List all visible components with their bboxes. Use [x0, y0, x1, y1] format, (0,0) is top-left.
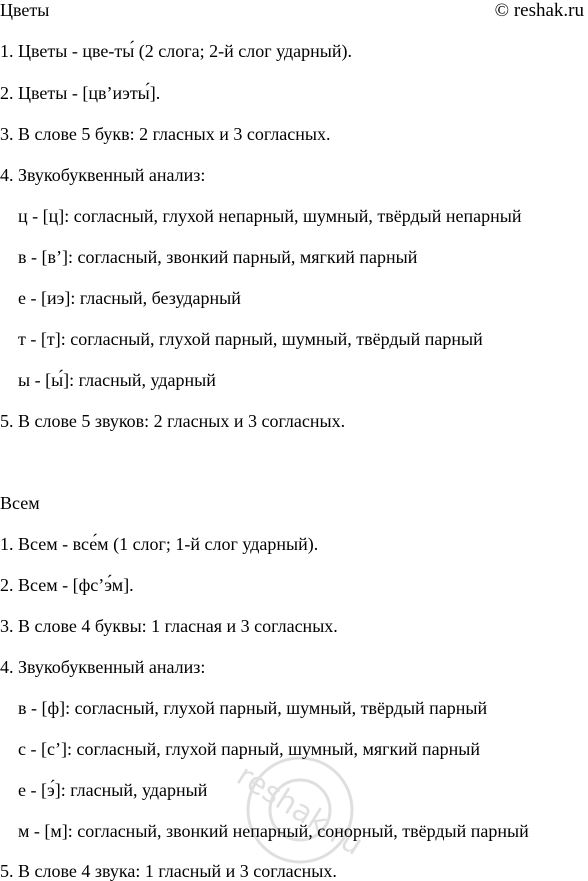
- section-title-tsvety: Цветы: [0, 0, 50, 20]
- s1-analysis-v: в - [в’]: согласный, звонкий парный, мягкий парный: [18, 247, 418, 267]
- s2-line-1: 1. Всем - все́м (1 слог; 1-й слог ударный).: [0, 534, 319, 554]
- s1-analysis-ts: ц - [ц]: согласный, глухой непарный, шумный, твёрдый непарный: [18, 206, 522, 226]
- s1-line-1: 1. Цветы - цве-ты́ (2 слога; 2-й слог ударный).: [0, 41, 352, 61]
- watermark-text: reshak.ru: [230, 758, 369, 863]
- s2-analysis-s: с - [с’]: согласный, глухой парный, шумный, мягкий парный: [18, 739, 481, 759]
- s2-line-2: 2. Всем - [фс’э́м].: [0, 575, 134, 595]
- s1-line-4: 4. Звукобуквенный анализ:: [0, 165, 206, 185]
- s2-summary: 5. В слове 4 звука: 1 гласный и 3 согласных.: [0, 861, 337, 881]
- s2-analysis-e: е - [э́]: гласный, ударный: [18, 780, 208, 800]
- section-title-vsem: Всем: [0, 493, 40, 513]
- s2-line-4: 4. Звукобуквенный анализ:: [0, 657, 206, 677]
- s1-line-2: 2. Цветы - [цв’иэты́].: [0, 83, 161, 103]
- s1-analysis-y: ы - [ы́]: гласный, ударный: [18, 370, 216, 390]
- s1-line-3: 3. В слове 5 букв: 2 гласных и 3 согласных.: [0, 124, 331, 144]
- s2-line-3: 3. В слове 4 буквы: 1 гласная и 3 согласных.: [0, 616, 338, 636]
- s1-analysis-e: е - [иэ]: гласный, безударный: [18, 288, 241, 308]
- s2-analysis-v: в - [ф]: согласный, глухой парный, шумный, твёрдый парный: [18, 698, 488, 718]
- s1-analysis-t: т - [т]: согласный, глухой парный, шумный, твёрдый парный: [18, 329, 483, 349]
- s1-summary: 5. В слове 5 звуков: 2 гласных и 3 согласных.: [0, 411, 346, 431]
- site-copyright: © reshak.ru: [494, 0, 584, 21]
- s2-analysis-m: м - [м]: согласный, звонкий непарный, сонорный, твёрдый парный: [18, 821, 529, 841]
